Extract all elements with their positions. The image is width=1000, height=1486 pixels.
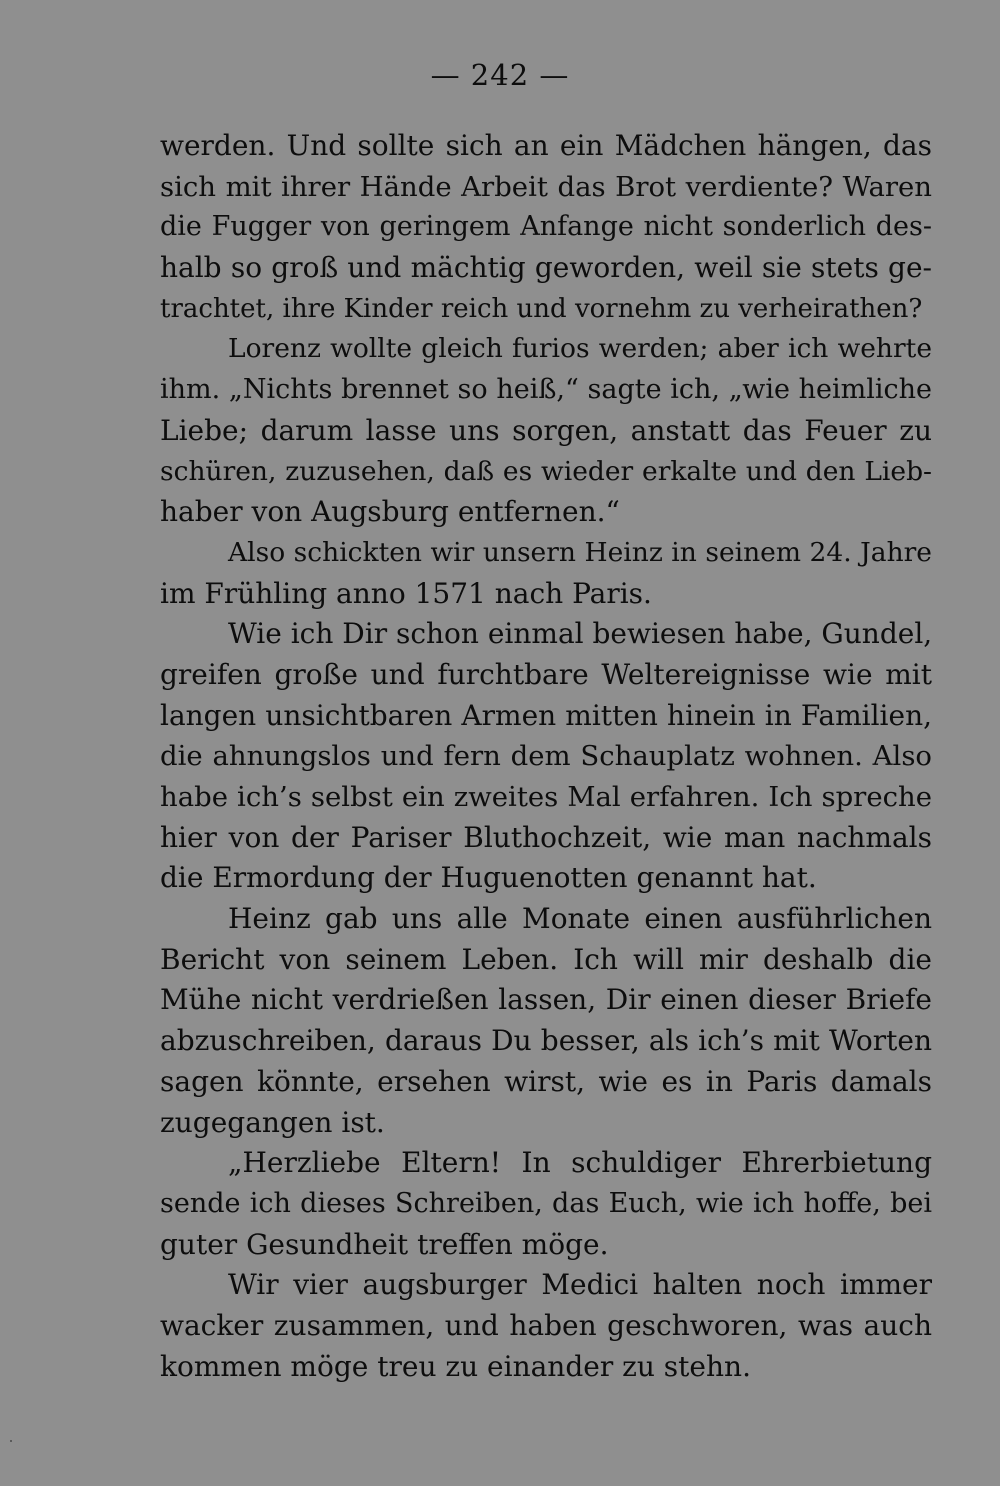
text-line: abzuschreiben, daraus Du besser, als ich’s mit Worten <box>160 1024 932 1058</box>
text-line: Bericht von seinem Leben. Ich will mir deshalb die <box>160 942 932 976</box>
text-line: schüren, zuzusehen, daß es wieder erkalte und den Lieb- <box>160 455 932 487</box>
text-line: die Ermordung der Huguenotten genannt hat. <box>160 861 817 895</box>
text-line: „Herzliebe Eltern! In schuldiger Ehrerbietung <box>228 1146 932 1180</box>
text-line: ihm. „Nichts brennet so heiß,“ sagte ich, „wie heimliche <box>160 374 932 406</box>
page-number: — 242 — <box>430 58 570 92</box>
text-line: die ahnungslos und fern dem Schauplatz wohnen. Also <box>160 740 932 773</box>
text-line: guter Gesundheit treffen möge. <box>160 1227 609 1261</box>
text-line: trachtet, ihre Kinder reich und vornehm zu verheirathen? <box>160 293 923 324</box>
text-line: zugegangen ist. <box>160 1105 385 1139</box>
text-line: wacker zusammen, und haben geschworen, was auch <box>160 1308 932 1342</box>
text-line: Also schickten wir unsern Heinz in seinem 24. Jahre <box>228 536 932 568</box>
scan-speck <box>10 1440 12 1442</box>
text-line: im Frühling anno 1571 nach Paris. <box>160 576 652 610</box>
text-line: die Fugger von geringem Anfange nicht sonderlich des- <box>160 211 932 243</box>
text-line: langen unsichtbaren Armen mitten hinein in Familien, <box>160 698 932 732</box>
text-line: Mühe nicht verdrießen lassen, Dir einen dieser Briefe <box>160 983 932 1017</box>
text-line: sende ich dieses Schreiben, das Euch, wie ich hoffe, bei <box>160 1187 932 1219</box>
text-line: greifen große und furchtbare Weltereignisse wie mit <box>160 657 932 691</box>
text-line: werden. Und sollte sich an ein Mädchen hängen, das <box>160 129 932 162</box>
text-line: Wir vier augsburger Medici halten noch immer <box>228 1268 932 1302</box>
text-line: kommen möge treu zu einander zu stehn. <box>160 1349 751 1383</box>
text-line: Liebe; darum lasse uns sorgen, anstatt das Feuer zu <box>160 413 932 447</box>
body-text <box>160 126 932 1387</box>
text-line: halb so groß und mächtig geworden, weil sie stets ge- <box>160 251 932 285</box>
text-line: habe ich’s selbst ein zweites Mal erfahren. Ich spreche <box>160 781 932 813</box>
text-line: hier von der Pariser Bluthochzeit, wie man nachmals <box>160 820 932 854</box>
text-line: haber von Augsburg entfernen.“ <box>160 495 620 529</box>
text-line: Lorenz wollte gleich furios werden; aber ich wehrte <box>228 333 932 365</box>
text-line: Heinz gab uns alle Monate einen ausführlichen <box>228 902 932 936</box>
text-line: sich mit ihrer Hände Arbeit das Brot verdiente? Waren <box>160 170 932 203</box>
text-line: Wie ich Dir schon einmal bewiesen habe, Gundel, <box>228 617 932 651</box>
text-line: sagen könnte, ersehen wirst, wie es in Paris damals <box>160 1064 932 1098</box>
